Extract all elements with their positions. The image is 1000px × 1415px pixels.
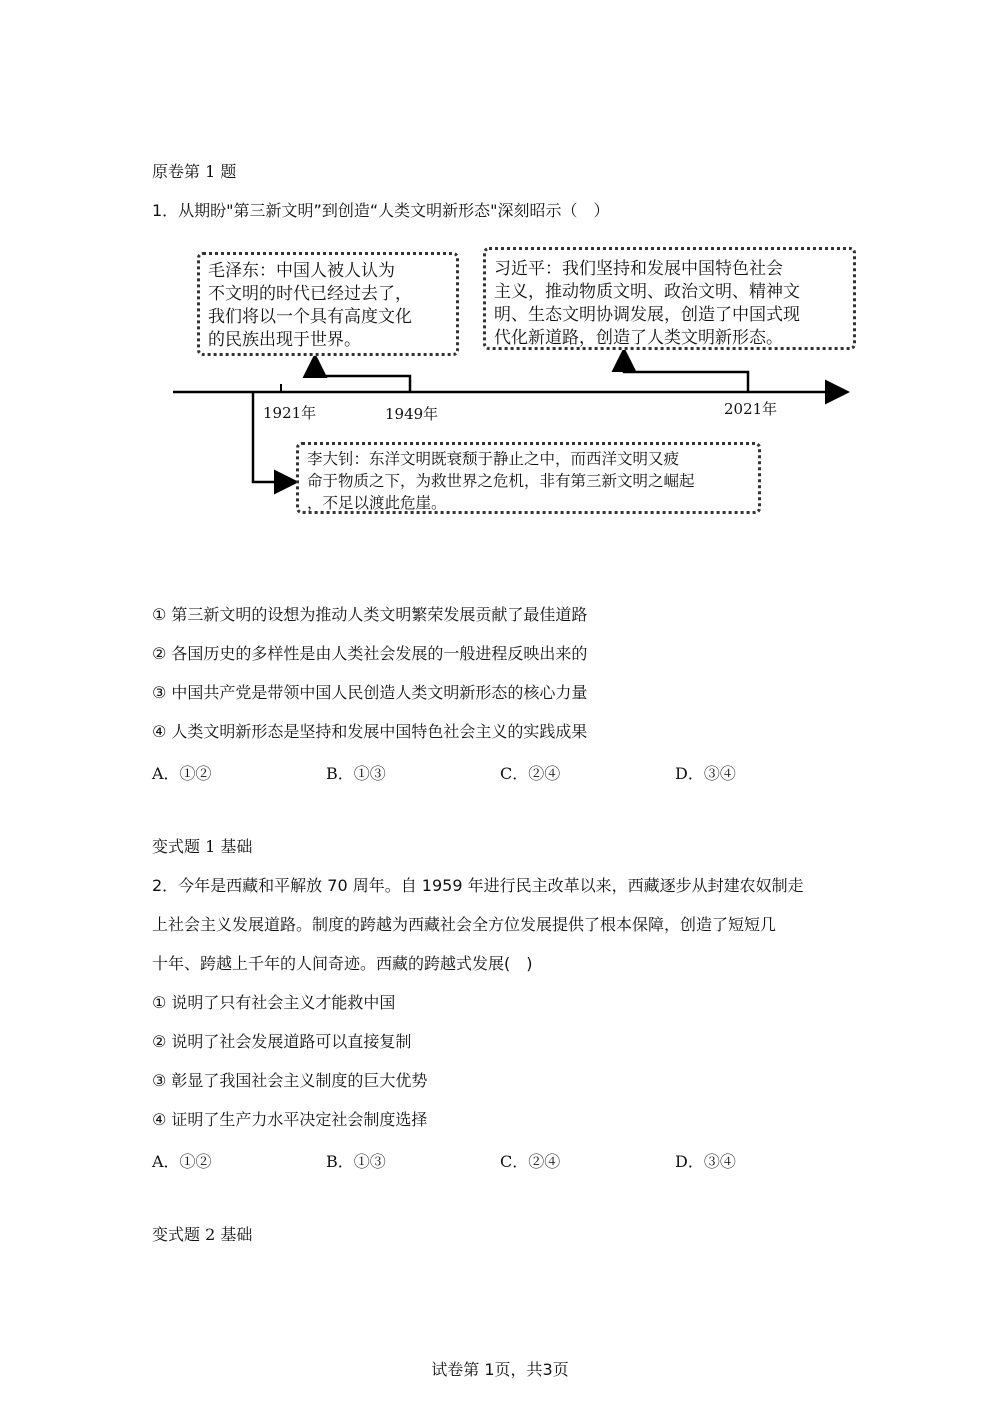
year-label-1921: 1921年 (263, 404, 317, 422)
option-d: D．③④ (675, 764, 736, 783)
question-2-stem-line: 上社会主义发展道路。制度的跨越为西藏社会全方位发展提供了根本保障，创造了短短几 (152, 915, 777, 934)
quote-mao: 毛泽东：中国人被人认为 不文明的时代已经过去了， 我们将以一个具有高度文化 的民族出现于世界。 (208, 261, 412, 350)
quote-li: 李大钊：东洋文明既衰颓于静止之中，而西洋文明又疲 命于物质之下，为救世界之危机，非有第三新文明之崛起 ，不足以渡此危崖。 (307, 450, 695, 512)
section-heading-variant-1: 变式题 1 基础 (152, 837, 253, 856)
question-2-stem-line: 2．今年是西藏和平解放 70 周年。自 1959 年进行民主改革以来，西藏逐步从封建农奴制走 (152, 876, 804, 895)
q2-statement: ③ 彰显了我国社会主义制度的巨大优势 (152, 1071, 428, 1090)
option-c: C．②④ (500, 1152, 561, 1171)
question-2-stem-line: 十年、跨越上千年的人间奇迹。西藏的跨越式发展( ) (152, 954, 533, 973)
year-label-2021: 2021年 (724, 400, 778, 418)
q1-statement: ② 各国历史的多样性是由人类社会发展的一般进程反映出来的 (152, 644, 588, 663)
quote-xi: 习近平：我们坚持和发展中国特色社会 主义，推动物质文明、政治文明、精神文 明、生态文明协调发展，创造了中国式现 代化新道路，创造了人类文明新形态。 (494, 259, 800, 348)
q1-statement: ① 第三新文明的设想为推动人类文明繁荣发展贡献了最佳道路 (152, 605, 588, 624)
question-1-stem: 1．从期盼"第三新文明”到创造“人类文明新形态"深刻昭示（ ） (152, 201, 610, 220)
option-a: A．①② (152, 1152, 212, 1171)
q2-options (152, 1149, 872, 1173)
q2-statement: ① 说明了只有社会主义才能救中国 (152, 993, 396, 1012)
quote-box-xi (483, 247, 856, 350)
quote-box-li (296, 442, 761, 514)
q1-options (152, 761, 872, 785)
section-heading-original: 原卷第 1 题 (152, 162, 237, 181)
quote-box-mao (197, 252, 459, 356)
section-heading-variant-2: 变式题 2 基础 (152, 1225, 253, 1244)
option-d: D．③④ (675, 1152, 736, 1171)
option-b: B．①③ (326, 764, 386, 783)
q1-statement: ④ 人类文明新形态是坚持和发展中国特色社会主义的实践成果 (152, 722, 588, 741)
year-label-1949: 1949年 (385, 405, 439, 423)
q1-statement: ③ 中国共产党是带领中国人民创造人类文明新形态的核心力量 (152, 683, 588, 702)
page-footer: 试卷第 1页，共3页 (431, 1360, 569, 1379)
q2-statement: ④ 证明了生产力水平决定社会制度选择 (152, 1110, 428, 1129)
q2-statement: ② 说明了社会发展道路可以直接复制 (152, 1032, 412, 1051)
option-a: A．①② (152, 764, 212, 783)
option-c: C．②④ (500, 764, 561, 783)
option-b: B．①③ (326, 1152, 386, 1171)
